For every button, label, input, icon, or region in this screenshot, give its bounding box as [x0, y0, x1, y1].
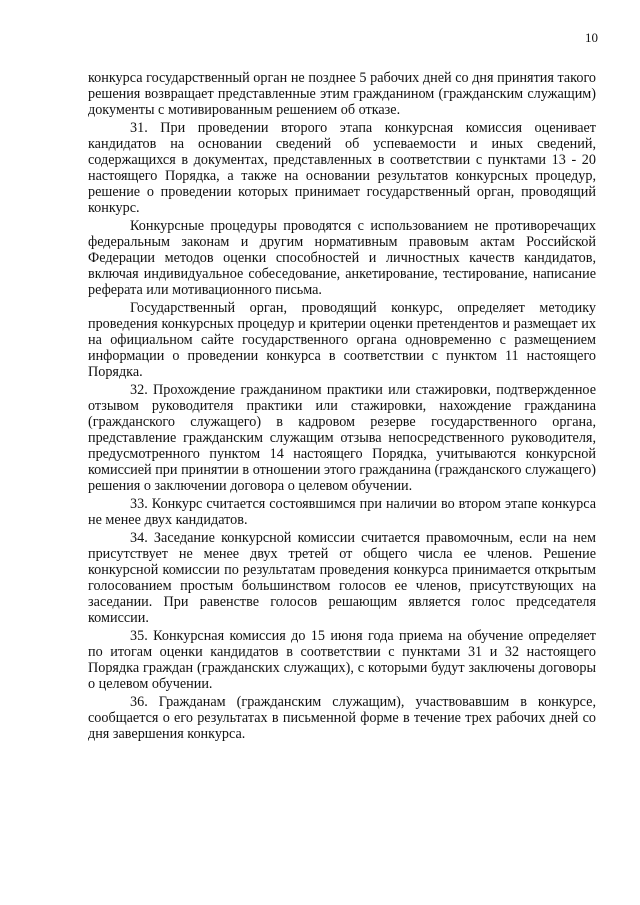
paragraph-clause-31-procedures: Конкурсные процедуры проводятся с использованием не противоречащих федеральным законам и другим нормативным правовым актам Российской Федерации методов оценки способностей и личностных качеств кандидатов, включая индивидуальное собеседование, анкетирование, тестирование, написание реферата или мотивационного письма.: [88, 217, 596, 299]
document-body: [88, 70, 596, 743]
paragraph-continuation: конкурса государственный орган не позднее 5 рабочих дней со дня принятия такого решения возвращает представленные этим гражданином (гражданским служащим) документы с мотивированным решением об отказе.: [88, 70, 596, 119]
paragraph-clause-33: 33. Конкурс считается состоявшимся при наличии во втором этапе конкурса не менее двух кандидатов.: [88, 495, 596, 529]
paragraph-clause-34: 34. Заседание конкурсной комиссии считается правомочным, если на нем присутствует не менее двух третей от общего числа ее членов. Решение конкурсной комиссии по результатам проведения конкурса принимается открытым голосованием простым большинством голосов ее членов, присутствующих на заседании. При равенстве голосов решающим является голос председателя комиссии.: [88, 529, 596, 627]
paragraph-clause-31: 31. При проведении второго этапа конкурсная комиссия оценивает кандидатов на основании сведений об успеваемости и иных сведений, содержащихся в документах, представленных в соответствии с пунктами 13 - 20 настоящего Порядка, а также на основании результатов конкурсных процедур, решение о проведении которых принимает государственный орган, проводящий конкурс.: [88, 119, 596, 217]
paragraph-clause-36: 36. Гражданам (гражданским служащим), участвовавшим в конкурсе, сообщается о его результатах в письменной форме в течение трех рабочих дней со дня завершения конкурса.: [88, 693, 596, 742]
paragraph-clause-32: 32. Прохождение гражданином практики или стажировки, подтвержденное отзывом руководителя практики или стажировки, нахождение гражданина (гражданского служащего) в кадровом резерве государственного органа, представление гражданским служащим отзыва непосредственного руководителя, предусмотренного пунктом 14 настоящего Порядка, учитываются конкурсной комиссией при принятии в отношении этого гражданина (гражданского служащего) решения о заключении договора о целевом обучении.: [88, 381, 596, 495]
page-number: 10: [585, 30, 598, 45]
paragraph-clause-31-methodology: Государственный орган, проводящий конкурс, определяет методику проведения конкурсных процедур и критерии оценки претендентов и размещает их на официальном сайте государственного органа одновременно с размещением информации о проведении конкурса в соответствии с пунктом 11 настоящего Порядка.: [88, 299, 596, 381]
paragraph-clause-35: 35. Конкурсная комиссия до 15 июня года приема на обучение определяет по итогам оценки кандидатов в соответствии с пунктами 31 и 32 настоящего Порядка граждан (гражданских служащих), с которыми будут заключены договоры о целевом обучении.: [88, 627, 596, 692]
